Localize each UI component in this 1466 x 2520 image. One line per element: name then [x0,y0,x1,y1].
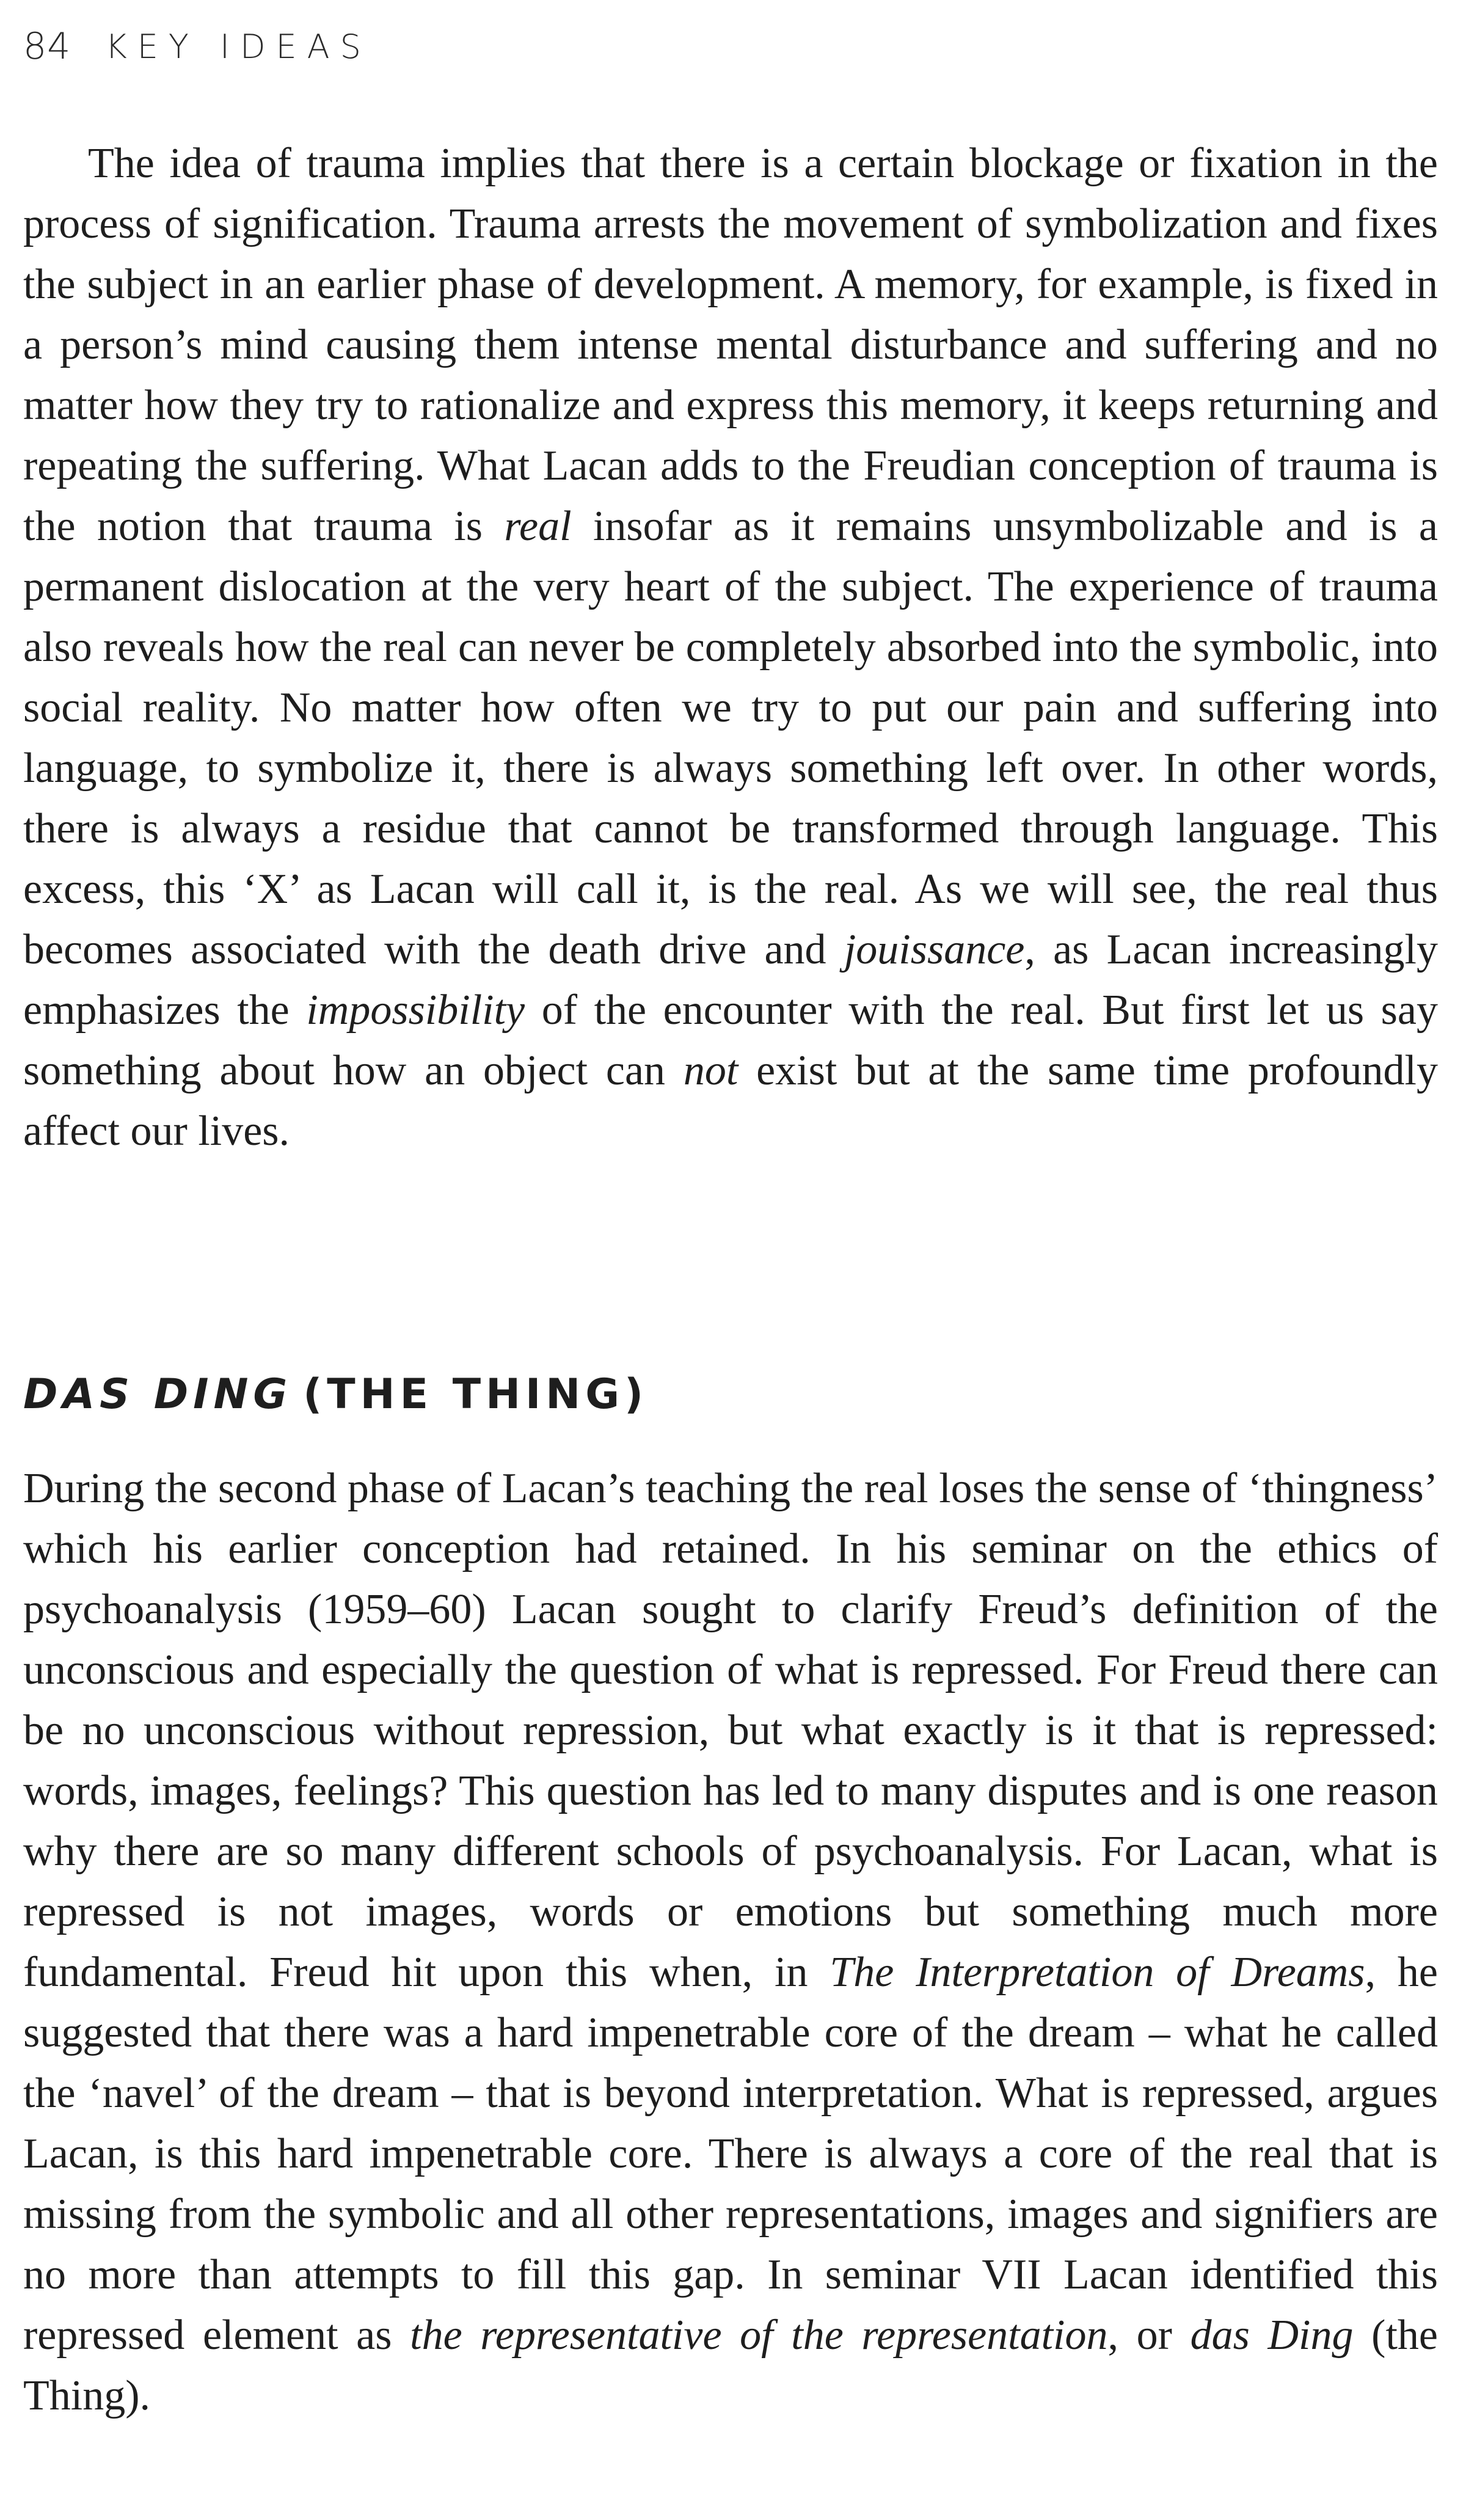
text-run: , or [1107,2312,1191,2359]
running-head [23,22,371,71]
running-head-title: KEY IDEAS [105,27,371,66]
emphasis-real: real [504,503,572,550]
text-run: , as Lacan increasingly emphasizes the [23,926,1438,1034]
text-run: of the encounter with the real. But first let us say something about how an object can [23,987,1438,1094]
emphasis-impossibility: impossibility [306,987,525,1034]
text-run: The idea of trauma implies that there is a certain blockage or fixation in the process of signification. Trauma arrests the movement of symbolization and fixes the subject in an earlier phase of development. A memory, for example, is fixed in a person’s mind causing them intense mental disturbance and suffering and no matter how they try to rationalize and express this memory, it keeps returning and repeating the suffering. What Lacan adds to the Freudian conception of trauma is the notion that trauma is [23,140,1438,550]
emphasis-not: not [683,1047,738,1094]
text-run: During the second phase of Lacan’s teaching the real loses the sense of ‘thingness’ which his earlier conception had retained. In his seminar on the ethics of psychoanalysis (1959–60) Lacan sought to clarify Freud’s definition of the unconscious and especially the question of what is repressed. For Freud there can be no unconscious without repression, but what exactly is it that is repressed: words, images, feelings? This question has led to many disputes and is one reason why there are so many different schools of psychoanalysis. For Lacan, what is repressed is not images, words or emotions but something much more fundamental. Freud hit upon this when, in [23,1465,1438,1996]
emphasis-book-title: The Interpretation of Dreams [830,1949,1365,1996]
text-run: , he suggested that there was a hard impenetrable core of the dream – what he called the ‘navel’ of the dream – that is beyond interpretation. What is repressed, argues Lacan, is this hard impenetrable core. There is always a core of the real that is missing from the symbolic and all other representations, images and signifiers are no more than attempts to fill this gap. In seminar VII Lacan identified this repressed element as [23,1949,1438,2359]
emphasis-representative: the representative of the representation [410,2312,1108,2359]
emphasis-das-ding: das Ding [1190,2312,1354,2359]
emphasis-jouissance: jouissance [844,926,1025,973]
body-paragraph-trauma [23,133,1438,1161]
heading-italic: DAS DING [23,1370,293,1419]
section-heading-das-ding [23,1367,648,1422]
body-paragraph-das-ding [23,1458,1438,2426]
page-number: 84 [23,25,71,68]
heading-rest: (THE THING) [303,1370,649,1419]
text-run: insofar as it remains unsymbolizable and is a permanent dislocation at the very heart of the subject. The experience of trauma also reveals how the real can never be completely absorbed into the symbolic, into social reality. No matter how often we try to put our pain and suffering into language, to symbolize it, there is always something left over. In other words, there is always a residue that cannot be transformed through language. This excess, this ‘X’ as Lacan will call it, is the real. As we will see, the real thus becomes associated with the death drive and [23,503,1438,973]
text-run: exist but at the same time profoundly affect our lives. [23,1047,1438,1155]
text-run: (the Thing). [23,2312,1438,2419]
